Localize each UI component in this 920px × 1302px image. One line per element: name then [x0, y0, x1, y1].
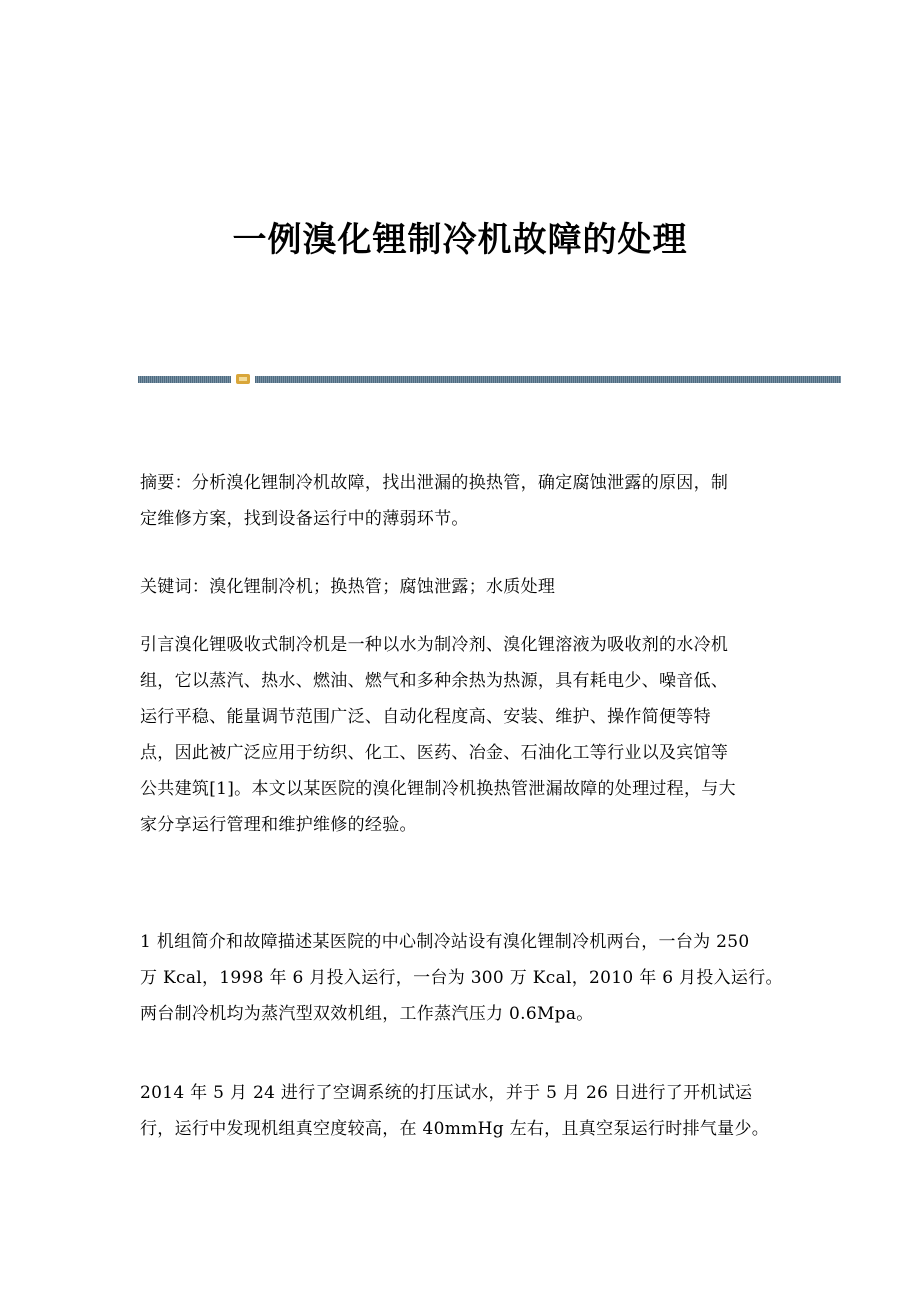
text-line: 点，因此被广泛应用于纺织、化工、医药、冶金、石油化工等行业以及宾馆等 [140, 743, 729, 763]
text-line: 万 Kcal，1998 年 6 月投入运行，一台为 300 万 Kcal，2010 年 6 月投入运行。 [140, 968, 783, 988]
introduction-paragraph [140, 627, 780, 843]
text-line: 公共建筑[1]。本文以某医院的溴化锂制冷机换热管泄漏故障的处理过程，与大 [140, 779, 736, 799]
text-line: 运行平稳、能量调节范围广泛、自动化程度高、安装、维护、操作简便等特 [140, 707, 711, 727]
keywords-paragraph [140, 569, 780, 605]
section-1-paragraph [140, 924, 783, 1032]
text-line: 行，运行中发现机组真空度较高，在 40mmHg 左右，且真空泵运行时排气量少。 [140, 1119, 770, 1139]
text-line: 家分享运行管理和维护维修的经验。 [140, 815, 417, 835]
test-run-paragraph [140, 1075, 780, 1147]
divider-ornament-icon [236, 374, 250, 384]
title-divider [138, 374, 841, 384]
text-line: 引言溴化锂吸收式制冷机是一种以水为制冷剂、溴化锂溶液为吸收剂的水冷机 [140, 635, 729, 655]
abstract-paragraph [140, 465, 780, 537]
text-line: 两台制冷机均为蒸汽型双效机组，工作蒸汽压力 0.6Mpa。 [140, 1004, 594, 1024]
divider-bar-left [138, 376, 231, 383]
divider-bar-right [255, 376, 841, 383]
text-line: 摘要：分析溴化锂制冷机故障，找出泄漏的换热管，确定腐蚀泄露的原因，制 [140, 473, 729, 493]
document-title: 一例溴化锂制冷机故障的处理 [232, 220, 688, 260]
text-line: 定维修方案，找到设备运行中的薄弱环节。 [140, 509, 469, 529]
text-line: 1 机组简介和故障描述某医院的中心制冷站设有溴化锂制冷机两台，一台为 250 [140, 932, 750, 952]
text-line: 2014 年 5 月 24 进行了空调系统的打压试水，并于 5 月 26 日进行了开机试运 [140, 1083, 753, 1103]
text-line: 关键词：溴化锂制冷机；换热管；腐蚀泄露；水质处理 [140, 577, 556, 597]
text-line: 组，它以蒸汽、热水、燃油、燃气和多种余热为热源，具有耗电少、噪音低、 [140, 671, 729, 691]
